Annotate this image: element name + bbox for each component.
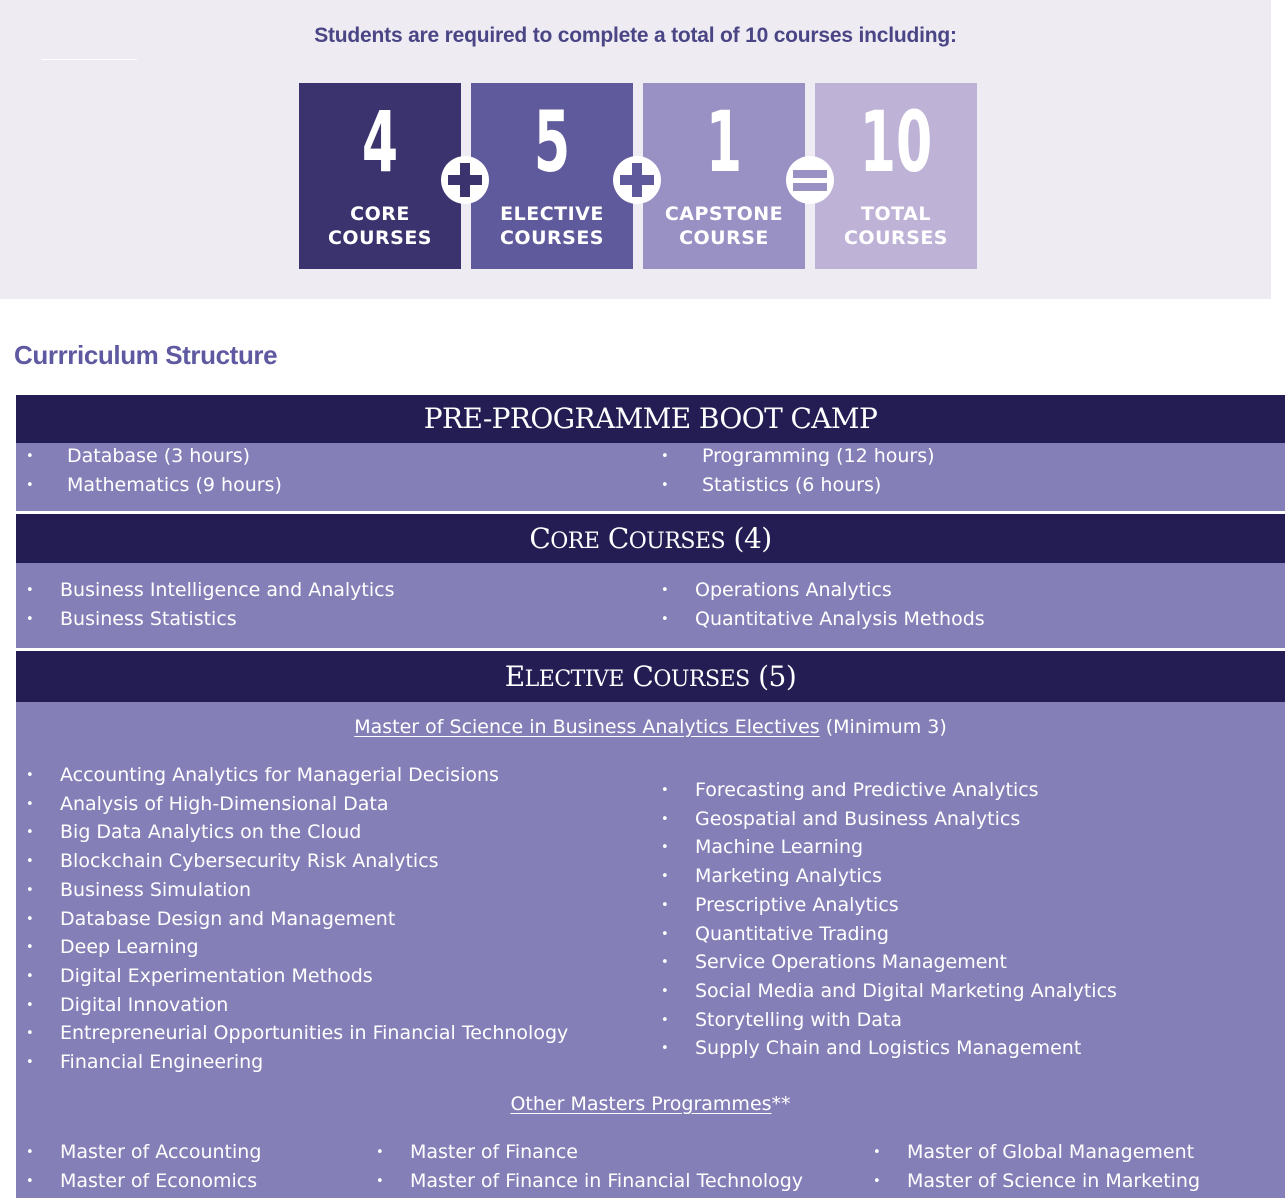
core-courses-box — [299, 83, 461, 269]
elective-header — [16, 651, 1285, 702]
box-label: COURSE — [679, 227, 769, 249]
other-programmes-subheading — [16, 1093, 1285, 1115]
elective-count: 5 — [533, 93, 571, 191]
msba-note: (Minimum 3) — [825, 716, 947, 738]
elective-courses-box — [471, 83, 633, 269]
core-body: • Business Intelligence and Analytics • Business Statistics • Operations Analytics • Quantitative Analysis Methods — [16, 563, 1285, 648]
box-label: TOTAL — [861, 203, 931, 225]
curriculum-table — [16, 395, 1285, 1198]
capstone-course-box — [643, 83, 805, 269]
box-label: COURSES — [843, 227, 948, 249]
elective-title: ELECTIVE COURSES (5) — [504, 660, 797, 693]
box-label: ELECTIVE — [500, 203, 604, 225]
bootcamp-body: • Database (3 hours) • Mathematics (9 hours) • Programming (12 hours) • Statistics (6 hours) — [16, 443, 1285, 511]
total-count: 10 — [859, 93, 933, 191]
total-courses-box — [815, 83, 977, 269]
intro-text: Students are required to complete a total of 10 courses including: — [314, 24, 957, 47]
other-programmes-link[interactable]: Other Masters Programmes — [510, 1093, 772, 1115]
bootcamp-header — [16, 395, 1285, 443]
box-label: CORE — [350, 203, 410, 225]
section-title: Currriculum Structure — [14, 340, 278, 370]
footnote-mark: ** — [771, 1093, 791, 1115]
course-count-graphic — [299, 83, 979, 269]
core-header — [16, 514, 1285, 563]
box-label: CAPSTONE — [664, 203, 784, 225]
divider — [42, 59, 137, 60]
plus-icon — [441, 156, 489, 204]
core-title: CORE COURSES (4) — [529, 522, 772, 555]
bootcamp-title: PRE-PROGRAMME BOOT CAMP — [423, 402, 878, 435]
elective-body: Master of Science in Business Analytics Electives (Minimum 3) • Accounting Analytics for Managerial Decisions • Analysis of High-Dimensional Data • Big Data Analytics on the Cloud • Blockchain Cybersecurity Risk Analytics • Business Simulation • Database Design and Management • Deep Learning • Digital Experimentation Methods • Digital Innovation • Entrepreneurial Opportunities in Financial Technology • Financial Engineering • Forecasting and Predictive Analytics • Geospatial and Business Analytics • Machine Learning • Marketing Analytics • Prescriptive Analytics • Quantitative Trading • Service Operations Management • Social Media and Digital Marketing Analytics • Storytelling with Data • Supply Chain and Logistics Management Other Masters Programmes** • Master of Accounting • Master of Economics • Master of Finance • Master of Finance in Financial Technology • Master of Global Management • Master of Science in Marketing — [16, 702, 1285, 1198]
box-label: COURSES — [499, 227, 604, 249]
capstone-count: 1 — [705, 93, 743, 191]
equals-icon — [786, 156, 834, 204]
msba-subheading — [16, 716, 1285, 738]
msba-electives-link[interactable]: Master of Science in Business Analytics Electives — [354, 716, 820, 738]
box-label: COURSES — [327, 227, 432, 249]
core-count: 4 — [361, 93, 399, 191]
plus-icon — [613, 156, 661, 204]
